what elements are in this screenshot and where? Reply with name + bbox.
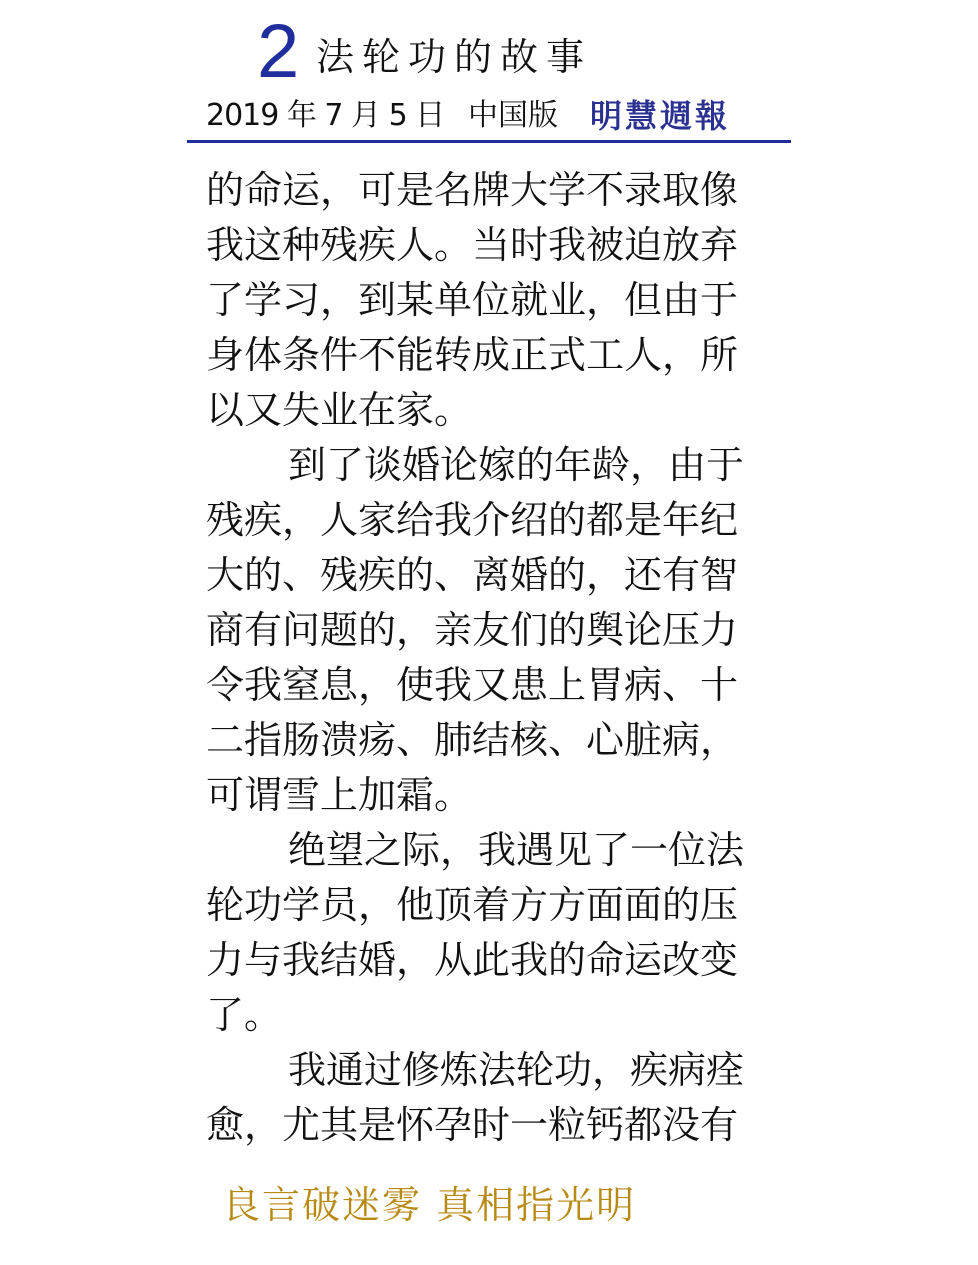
text-line: 绝望之际，我遇见了一位法 xyxy=(288,828,745,872)
masthead-logo: 明慧週報 xyxy=(590,97,731,135)
text-line: 商有问题的，亲友们的舆论压力 xyxy=(206,608,739,652)
paragraph xyxy=(206,163,766,438)
text-line: 愈，尤其是怀孕时一粒钙都没有 xyxy=(206,1103,739,1147)
paragraph xyxy=(206,1043,766,1153)
text-line: 我这种残疾人。当时我被迫放弃 xyxy=(206,223,739,267)
text-line: 的命运，可是名牌大学不录取像 xyxy=(206,168,739,212)
text-line: 可谓雪上加霜。 xyxy=(206,773,473,817)
article-body xyxy=(206,163,766,1153)
text-line: 了。 xyxy=(206,993,283,1037)
header-divider xyxy=(187,140,791,143)
footer-slogan: 良言破迷雾 真相指光明 xyxy=(222,1183,637,1227)
text-line: 力与我结婚，从此我的命运改变 xyxy=(206,938,739,982)
text-line: 我通过修炼法轮功，疾病痊 xyxy=(288,1048,745,1092)
text-line: 令我窒息，使我又患上胃病、十 xyxy=(206,663,739,707)
text-line: 残疾，人家给我介绍的都是年纪 xyxy=(206,498,739,542)
text-line: 二指肠溃疡、肺结核、心脏病， xyxy=(206,718,739,762)
text-line: 大的、残疾的、离婚的，还有智 xyxy=(206,553,739,597)
edition-label: 中国版 xyxy=(468,98,558,133)
paragraph xyxy=(206,823,766,1043)
page-number: 2 xyxy=(257,9,300,94)
section-title: 法轮功的故事 xyxy=(316,35,593,79)
text-line: 以又失业在家。 xyxy=(206,388,473,432)
text-line: 身体条件不能转成正式工人，所 xyxy=(206,333,739,377)
text-line: 到了谈婚论嫁的年龄，由于 xyxy=(288,443,745,487)
issue-date: 2019 年 7 月 5 日 xyxy=(206,98,445,133)
paragraph xyxy=(206,438,766,823)
text-line: 了学习，到某单位就业，但由于 xyxy=(206,278,739,322)
text-line: 轮功学员，他顶着方方面面的压 xyxy=(206,883,739,927)
